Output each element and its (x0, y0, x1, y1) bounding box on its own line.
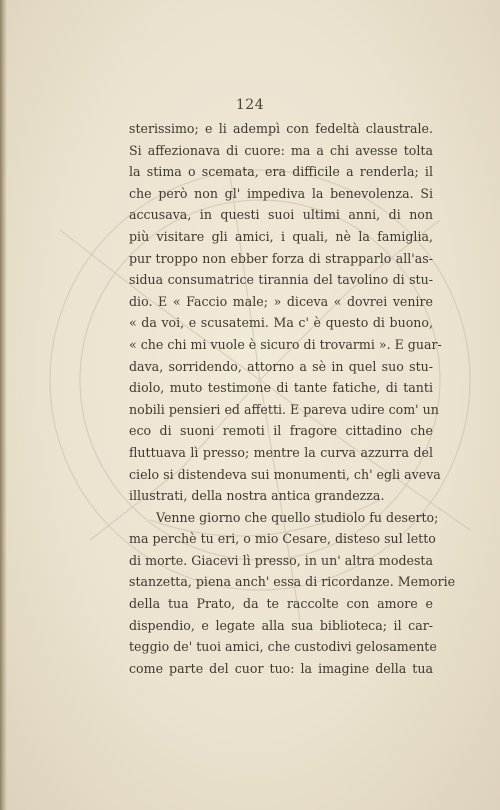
page-number: 124 (235, 97, 265, 113)
text-line: dio. E « Faccio male; » diceva « dovrei venire (129, 293, 433, 309)
text-line: Si affezionava di cuore: ma a chi avesse tolta (129, 142, 433, 158)
text-line: di morte. Giacevi lì presso, in un' altra modesta (129, 552, 433, 568)
text-line: teggio de' tuoi amici, che custodivi gelosamente (129, 639, 437, 655)
text-line: sterissimo; e li adempì con fedeltà claustrale. (129, 121, 433, 136)
text-line: nobili pensieri ed affetti. E pareva udire com' un (129, 401, 439, 417)
text-line: fluttuava lì presso; mentre la curva azzurra del (129, 444, 433, 460)
text-line: Venne giorno che quello studiolo fu deserto; (156, 509, 439, 525)
text-line: che però non gl' impediva la benevolenza. Si (129, 185, 433, 201)
text-line: diolo, muto testimone di tante fatiche, di tanti (129, 380, 433, 396)
text-line: della tua Prato, da te raccolte con amore e (129, 596, 433, 612)
text-line: « che chi mi vuole è sicuro di trovarmi ». E guar- (129, 336, 442, 352)
body-text (129, 118, 456, 679)
text-line: ma perchè tu eri, o mio Cesare, disteso sul letto (129, 531, 436, 547)
text-line: illustrati, della nostra antica grandezza. (129, 488, 385, 504)
text-line: stanzetta, piena anch' essa di ricordanze. Memorie (129, 574, 456, 590)
text-line: accusava, in questi suoi ultimi anni, di non (129, 207, 433, 223)
text-line: dispendio, e legate alla sua biblioteca; il car- (129, 617, 433, 633)
page-edge-shadow (0, 0, 7, 810)
text-line: cielo si distendeva sui monumenti, ch' egli aveva (129, 466, 441, 482)
text-line: eco di suoni remoti il fragore cittadino che (129, 423, 433, 439)
text-line: « da voi, e scusatemi. Ma c' è questo di buono, (129, 315, 433, 331)
text-line: sidua consumatrice tirannia del tavolino di stu- (129, 272, 433, 288)
text-line: dava, sorridendo, attorno a sè in quel suo stu- (129, 358, 433, 374)
text-line: come parte del cuor tuo: la imagine della tua (129, 660, 433, 676)
text-line: pur troppo non ebber forza di strapparlo all'as- (129, 250, 433, 266)
text-line: più visitare gli amici, i quali, nè la famiglia, (129, 228, 433, 244)
text-line: la stima o scemata, era difficile a renderla; il (129, 164, 433, 180)
